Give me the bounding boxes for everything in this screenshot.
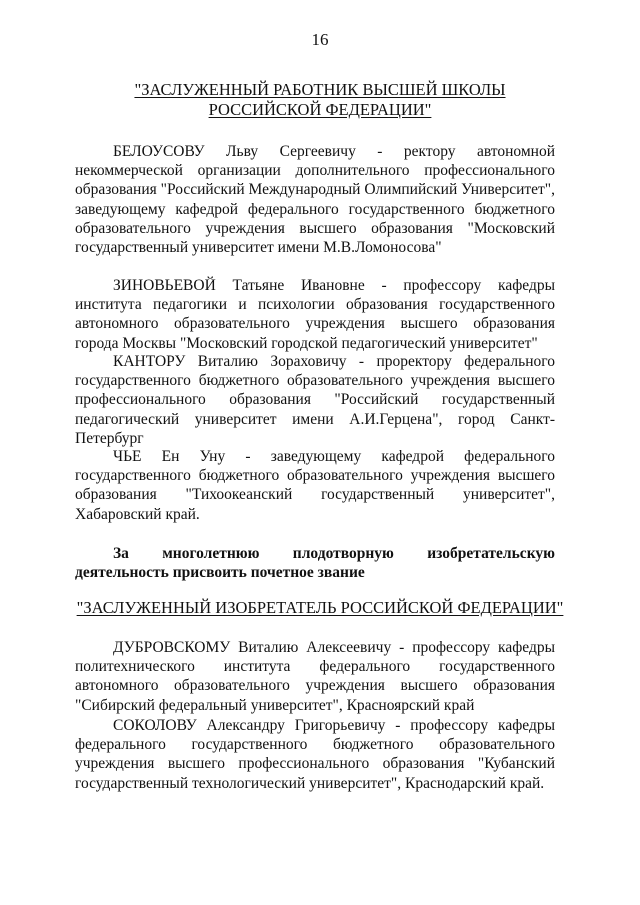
award-paragraph-chye: ЧЬЕ Ен Уну - заведующему кафедрой федерального государственного бюджетного образовательного учреждения высшего образования "Тихоокеанский государственный университет", Хабаровский край. bbox=[75, 448, 555, 523]
award-paragraph-belousov: БЕЛОУСОВУ Льву Сергеевичу - ректору автономной некоммерческой организации дополнительного профессионального образования "Российский Международный Олимпийский Университет", заведующему кафедрой федерального государственного бюджетного образовательного учреждения высшего образования "Московский государственный университет имени М.В.Ломоносова" bbox=[75, 143, 556, 257]
award-paragraph-kantor: КАНТОРУ Виталию Зораховичу - проректору федерального государственного бюджетного образовательного учреждения высшего профессионального образования "Российский государственный педагогический университет имени А.И.Герцена", город Санкт-Петербург bbox=[75, 353, 555, 447]
award-paragraph-dubrovsky: ДУБРОВСКОМУ Виталию Алексеевичу - профессору кафедры политехнического института федерального государственного автономного образовательного учреждения высшего образования "Сибирский федеральный университет", Красноярский край bbox=[75, 639, 555, 714]
section-title-line: РОССИЙСКОЙ ФЕДЕРАЦИИ" bbox=[208, 100, 432, 119]
page-number: 16 bbox=[311, 30, 329, 49]
section-title-honored-inventor: "ЗАСЛУЖЕННЫЙ ИЗОБРЕТАТЕЛЬ РОССИЙСКОЙ ФЕДЕРАЦИИ" bbox=[76, 598, 564, 617]
section-title-honored-higher-school-worker bbox=[60, 80, 580, 120]
section-title-line: "ЗАСЛУЖЕННЫЙ РАБОТНИК ВЫСШЕЙ ШКОЛЫ bbox=[134, 80, 506, 99]
award-statement: За многолетнюю плодотворную изобретательскую деятельность присвоить почетное звание bbox=[75, 545, 555, 582]
award-paragraph-sokolov: СОКОЛОВУ Александру Григорьевичу - профессору кафедры федерального государственного бюджетного образовательного учреждения высшего профессионального образования "Кубанский государственный технологический университет", Краснодарский край. bbox=[75, 717, 555, 792]
award-paragraph-zinovieva: ЗИНОВЬЕВОЙ Татьяне Ивановне - профессору кафедры института педагогики и психологии образования государственного автономного образовательного учреждения высшего образования города Москвы "Московский городской педагогический университет" bbox=[75, 277, 555, 352]
